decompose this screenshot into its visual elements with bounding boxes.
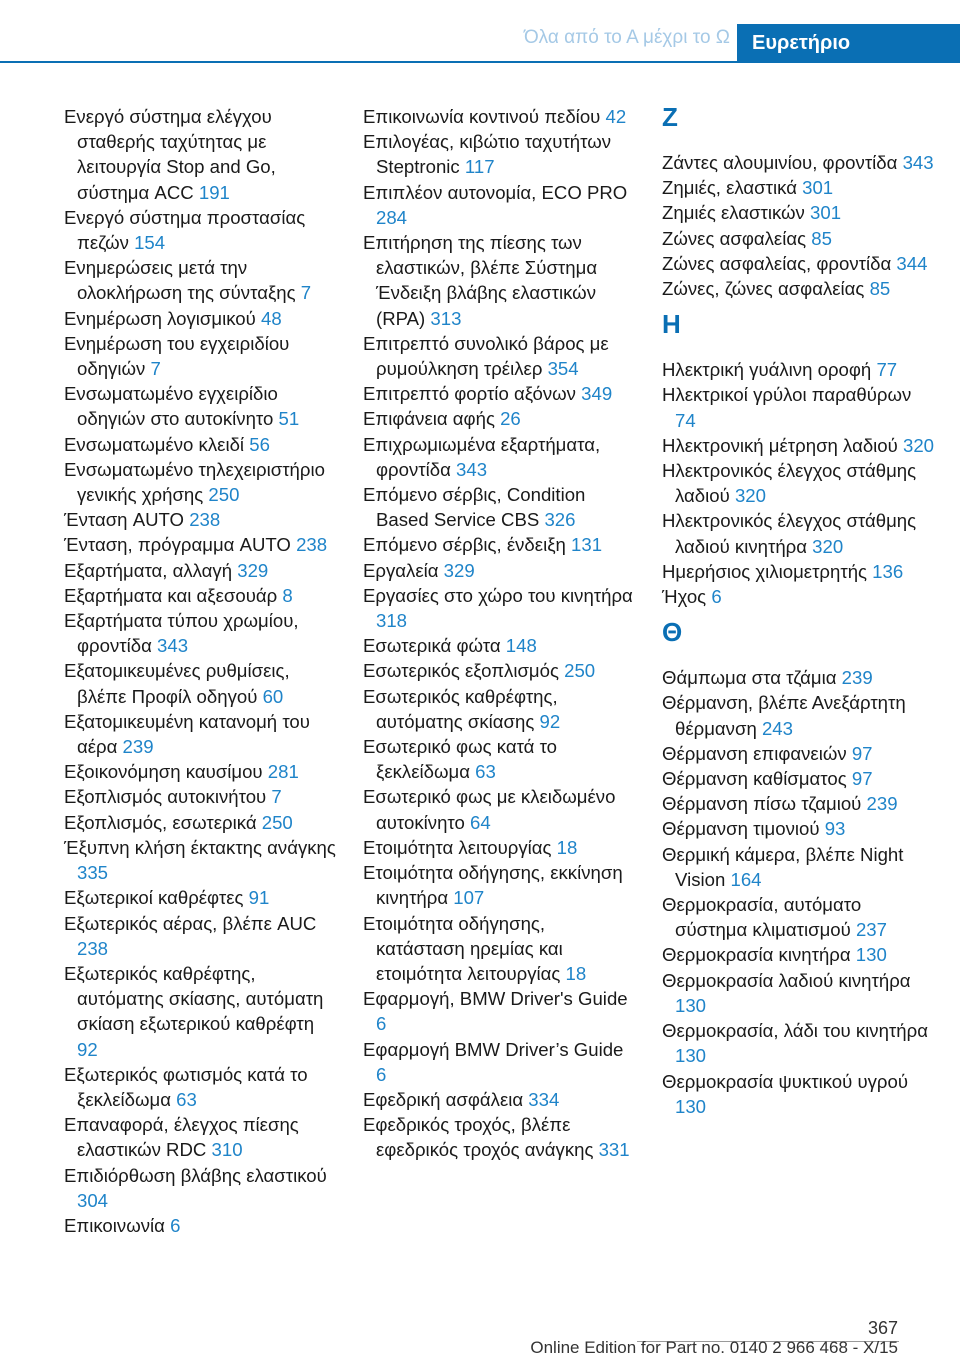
index-entry [662,433,937,458]
index-section-letter: H [662,309,681,340]
index-entry-term: Ένταση AUTO [64,509,185,531]
index-entry [363,684,638,734]
index-section-letter: Θ [662,617,683,648]
index-page-link[interactable]: 6 [376,1063,387,1085]
index-entry [662,968,937,1018]
index-page-link[interactable]: 238 [189,509,221,531]
index-entry-term: Ζώνες ασφαλείας, φροντίδα [662,252,892,274]
index-entry [662,1069,937,1119]
index-page-link[interactable]: 93 [824,818,846,840]
index-entry-term: Εξατομικευμένες ρυθμίσεις, βλέπε Προφίλ οδηγού [64,660,290,707]
index-page-link[interactable]: 107 [453,887,485,909]
index-page-link[interactable]: 239 [122,736,154,758]
index-entry [662,382,937,432]
index-entry [363,835,638,860]
index-entry [363,558,638,583]
index-entry [662,458,937,508]
index-page-link[interactable]: 281 [267,761,299,783]
index-page-link[interactable]: 343 [157,635,189,657]
index-entry [64,608,339,658]
index-entry-term: Θερμοκρασία λαδιού κινητήρα [662,969,911,991]
index-entry [662,1018,937,1068]
index-entry-term: Εξοικονόμηση καυσίμου [64,761,263,783]
index-page-link[interactable]: 97 [851,768,873,790]
index-entry [363,911,638,987]
index-entry-term: Επόμενο σέρβις, Condition Based Service CBS [363,484,586,531]
index-page-link[interactable]: 154 [134,232,166,254]
index-page-link[interactable]: 130 [855,944,887,966]
index-page-link[interactable]: 51 [278,408,300,430]
index-entry-term: Ημερήσιος χιλιομετρητής [662,560,867,582]
index-page-link[interactable]: 6 [711,586,722,608]
index-page-link[interactable]: 239 [841,667,873,689]
index-entry [64,885,339,910]
index-entry [662,226,937,251]
index-entry [64,1213,339,1238]
index-entry-term: Ηλεκτρικοί γρύλοι παραθύρων [662,384,912,406]
index-entry-term: Ζώνες, ζώνες ασφαλείας [662,278,865,300]
index-entry [363,482,638,532]
index-entry [363,104,638,129]
header-divider [0,61,960,63]
index-page-link[interactable]: 349 [581,383,613,405]
index-entry-term: Εργασίες στο χώρο του κινητήρα [363,584,633,606]
index-entry-term: Επιτήρηση της πίεσης των ελαστικών, βλέπε Σύστημα Ένδειξη βλάβης ελαστικών (RPA) [363,232,598,329]
index-entry [64,1062,339,1112]
index-page-link[interactable]: 318 [376,610,408,632]
index-page-link[interactable]: 148 [505,635,537,657]
index-entry-term: Ήχος [662,586,707,608]
index-page-link[interactable]: 238 [296,534,328,556]
index-page-link[interactable]: 63 [176,1088,197,1110]
index-page-link[interactable]: 250 [564,660,596,682]
index-page-link[interactable]: 329 [443,559,475,581]
index-entry-term: Ετοιμότητα λειτουργίας [363,836,552,858]
index-entry [363,734,638,784]
index-page-link[interactable]: 301 [802,177,834,199]
index-entry-term: Ενημερώσεις μετά την ολοκλήρωση της σύνταξης [64,257,296,304]
index-entry [662,559,937,584]
index-entry [64,961,339,1062]
index-entry-term: Εξωτερικοί καθρέφτες [64,887,244,909]
index-entry-term: Ετοιμότητα οδήγησης, κατάσταση ηρεμίας και ετοιμότητα λειτουργίας [363,912,563,984]
index-entry-term: Ζώνες ασφαλείας [662,227,807,249]
index-entry-term: Εσωτερικός εξοπλισμός [363,660,559,682]
index-page-link[interactable]: 164 [730,868,762,890]
index-entry [64,104,339,205]
index-entry-term: Επιτρεπτό φορτίο αξόνων [363,383,576,405]
index-entry-term: Θέρμανση τιμονιού [662,818,820,840]
index-entry-term: Ηλεκτρονικός έλεγχος στάθμης λαδιού [662,460,917,507]
index-page-link[interactable]: 131 [571,534,603,556]
index-entry [662,842,937,892]
index-entry [64,1112,339,1162]
index-entry-term: Θερμοκρασία, λάδι του κινητήρα [662,1020,928,1042]
index-entry [363,381,638,406]
index-entry-term: Εξοπλισμός αυτοκινήτου [64,786,267,808]
index-entry [662,276,937,301]
index-entry [64,583,339,608]
edition-note: Online Edition for Part no. 0140 2 966 468 - X/15 [530,1338,898,1357]
index-entry [363,1112,638,1162]
index-entry [64,558,339,583]
index-page-link[interactable]: 92 [539,710,561,732]
index-entry-term: Επιφάνεια αφής [363,408,495,430]
index-entry [662,584,937,609]
index-entry-term: Θέρμανση πίσω τζαμιού [662,793,862,815]
index-entry-term: Ενσωματωμένο εγχειρίδιο οδηγιών στο αυτοκίνητο [64,383,278,430]
index-entry [662,766,937,791]
index-page-link[interactable]: 7 [300,282,312,304]
index-column-3 [662,104,937,1119]
index-entry-term: Ενεργό σύστημα προστασίας πεζών [64,206,306,254]
index-entry [662,357,937,382]
index-entry [64,759,339,784]
index-entry [363,331,638,381]
index-entry [662,942,937,967]
index-entry-term: Εφαρμογή, BMW Driver's Guide [363,988,628,1010]
index-entry [363,230,638,331]
index-entry [662,251,937,276]
index-entry [363,532,638,557]
index-entry [363,432,638,482]
index-entry-term: Εσωτερικός καθρέφτης, αυτόματης σκίασης [363,685,558,732]
index-entry-term: Θέρμανση, βλέπε Ανεξάρτητη θέρμανση [662,692,906,739]
index-entry-term: Επιτρεπτό συνολικό βάρος με ρυμούλκηση τρέιλερ [363,332,609,380]
index-entry-term: Εσωτερικά φώτα [363,635,501,657]
index-entry [363,129,638,179]
index-page-link[interactable]: 326 [544,509,576,531]
index-entry [64,255,339,305]
index-page-link[interactable]: 117 [464,156,495,178]
index-page-link[interactable]: 6 [376,1013,387,1035]
index-page-link[interactable]: 354 [547,358,579,380]
index-entry [64,810,339,835]
index-entry-term: Εφεδρικός τροχός, βλέπε εφεδρικός τροχός ανάγκης [363,1114,594,1161]
index-entry-term: Ηλεκτρονική μέτρηση λαδιού [662,434,898,456]
index-entry-term: Έξυπνη κλήση έκτακτης ανάγκης [64,836,336,858]
index-page-link[interactable]: 243 [761,717,793,739]
index-entry-term: Ενσωματωμένο κλειδί [64,433,245,455]
index-column-1 [64,104,339,1238]
index-entry-term: Θάμπωμα στα τζάμια [662,667,837,689]
index-entry [363,1087,638,1112]
index-entry [363,658,638,683]
index-entry-term: Θερμική κάμερα, βλέπε Night Vision [662,843,904,890]
index-entry-term: Ζημιές ελαστικών [662,202,805,224]
index-entry [64,709,339,759]
index-entry [64,306,339,331]
index-entry [64,331,339,381]
index-page-link[interactable]: 18 [556,836,578,858]
index-page-link[interactable]: 304 [77,1189,109,1211]
index-entry [64,1163,339,1213]
index-page-link[interactable]: 191 [198,181,230,203]
index-entry [64,658,339,708]
index-entry-term: Επικοινωνία [64,1214,165,1236]
index-entry-term: Εφαρμογή BMW Driver’s Guide [363,1038,624,1060]
index-page-link[interactable]: 8 [282,584,293,606]
index-page-link[interactable]: 237 [855,919,887,941]
index-entry [662,175,937,200]
index-page-link[interactable]: 301 [810,202,842,224]
index-entry-term: Ένταση, πρόγραμμα AUTO [64,534,291,556]
index-entry [64,911,339,961]
index-entry-term: Εξωτερικός αέρας, βλέπε AUC [64,912,317,934]
index-page-link[interactable]: 48 [260,307,282,329]
index-page-link[interactable]: 334 [528,1088,560,1110]
index-entry-term: Εργαλεία [363,559,439,581]
index-page-link[interactable]: 310 [211,1139,243,1161]
index-entry [662,690,937,740]
index-entry-term: Θερμοκρασία κινητήρα [662,944,851,966]
index-entry [363,633,638,658]
index-entry-term: Εσωτερικό φως με κλειδωμένο αυτοκίνητο [363,786,616,833]
index-entry-term: Επόμενο σέρβις, ένδειξη [363,534,566,556]
index-entry-term: Ενημέρωση λογισμικού [64,307,256,329]
index-page-link[interactable]: 85 [869,278,891,300]
index-entry [64,381,339,431]
index-page-link[interactable]: 18 [565,962,587,984]
index-page-link[interactable]: 74 [675,409,696,431]
index-entry-term: Εξωτερικός φωτισμός κατά το ξεκλείδωμα [64,1063,308,1110]
index-entry-term: Επιπλέον αυτονομία, ECO PRO [363,181,628,203]
index-entry [64,507,339,532]
index-page-link[interactable]: 250 [208,484,240,506]
index-entry [363,583,638,633]
index-column-2 [363,104,638,1163]
index-entry [662,791,937,816]
index-entry-term: Θερμοκρασία ψυκτικού υγρού [662,1070,909,1092]
index-page-link[interactable]: 77 [876,359,898,381]
index-page-link[interactable]: 343 [456,458,488,480]
index-page-link[interactable]: 42 [605,106,627,127]
index-page-link[interactable]: 6 [170,1214,181,1236]
index-entry [363,406,638,431]
index-page-link[interactable]: 284 [376,206,408,228]
index-page-link[interactable]: 64 [470,811,491,833]
index-page-link[interactable]: 97 [851,742,873,764]
index-entry [64,835,339,885]
index-page-link[interactable]: 85 [811,227,832,249]
index-page-link[interactable]: 320 [734,485,766,507]
index-entry-term: Εφεδρική ασφάλεια [363,1088,524,1110]
index-entry [662,508,937,558]
index-entry-term: Ηλεκτρονικός έλεγχος στάθμης λαδιού κινητήρα [662,510,917,557]
index-entry [64,532,339,557]
index-entry [662,816,937,841]
index-entry-term: Εσωτερικό φως κατά το ξεκλείδωμα [363,736,557,783]
index-page-link[interactable]: 331 [598,1139,630,1161]
page-number: 367 [867,1318,898,1338]
index-entry [64,784,339,809]
index-entry [662,741,937,766]
index-entry-term: Ενσωματωμένο τηλεχειριστήριο γενικής χρήσης [64,458,325,506]
index-entry [662,665,937,690]
header-index-tab[interactable]: Ευρετήριο [737,24,960,62]
index-entry [662,150,937,175]
index-page-link[interactable]: 92 [77,1038,98,1060]
index-page-link[interactable]: 344 [896,252,928,274]
index-entry [363,784,638,834]
index-page-link[interactable]: 7 [150,358,161,380]
index-entry-term: Εξαρτήματα, αλλαγή [64,559,233,581]
index-entry-term: Επικοινωνία κοντινού πεδίου [363,106,601,127]
index-entry [363,1037,638,1087]
index-entry [662,200,937,225]
index-entry-term: Ζημιές, ελαστικά [662,177,797,199]
header-section-title: Όλα από το Α μέχρι το Ω [523,27,730,48]
index-entry-term: Θέρμανση καθίσματος [662,768,847,790]
index-entry-term: Εξαρτήματα και αξεσουάρ [64,584,278,606]
index-entry [64,205,339,255]
index-page-link[interactable]: 130 [675,1045,707,1067]
index-page-link[interactable]: 313 [430,307,462,329]
index-page-link[interactable]: 320 [902,434,935,456]
index-page-link[interactable]: 238 [77,937,109,959]
index-entry-term: Επιχρωμιωμένα εξαρτήματα, φροντίδα [363,433,601,480]
index-entry-term: Εξωτερικός καθρέφτης, αυτόματης σκίασης, αυτόματη σκίαση εξωτερικού καθρέφτη [64,962,324,1035]
index-entry-term: Εξοπλισμός, εσωτερικά [64,811,257,833]
index-entry [363,986,638,1036]
index-page-link[interactable]: 130 [675,994,707,1016]
index-entry-term: Θερμοκρασία, αυτόματο σύστημα κλιματισμού [662,894,862,941]
index-page-link[interactable]: 91 [248,887,270,909]
index-page-link[interactable]: 343 [902,152,934,173]
index-page-link[interactable]: 250 [261,811,293,833]
index-page-link[interactable]: 335 [77,862,109,884]
index-entry-term: Εξαρτήματα τύπου χρωμίου, φροντίδα [64,610,299,657]
index-entry-term: Ενημέρωση του εγχειριδίου οδηγιών [64,332,290,380]
index-entry-term: Επιλογέας, κιβώτιο ταχυτήτων Steptronic [363,131,612,178]
index-entry [64,432,339,457]
index-page-link[interactable]: 63 [475,761,496,783]
index-entry-term: Ζάντες αλουμινίου, φροντίδα [662,152,898,173]
index-page-link[interactable]: 239 [866,793,898,815]
index-entry-term: Θέρμανση επιφανειών [662,742,847,764]
index-entry-term: Εξατομικευμένη κατανομή του αέρα [64,710,310,758]
index-entry-term: Ετοιμότητα οδήγησης, εκκίνηση κινητήρα [363,862,623,909]
index-entry [363,180,638,230]
index-page-link[interactable]: 130 [675,1095,707,1117]
index-entry-term: Ηλεκτρική γυάλινη οροφή [662,359,872,381]
index-page-link[interactable]: 56 [249,433,270,455]
index-entry [662,892,937,942]
index-page-link[interactable]: 60 [262,685,284,707]
index-page-link[interactable]: 26 [500,408,521,430]
index-entry [64,457,339,507]
index-entry-term: Ενεργό σύστημα ελέγχου σταθερής ταχύτητας με λειτουργία Stop and Go, σύστημα ACC [64,106,276,203]
index-page-link[interactable]: 320 [812,535,844,557]
index-page-link[interactable]: 7 [271,786,282,808]
index-page-link[interactable]: 136 [872,560,904,582]
index-entry-term: Επιδιόρθωση βλάβης ελαστικού [64,1164,327,1186]
index-page-link[interactable]: 329 [237,559,269,581]
index-section-letter: Z [662,102,678,132]
index-entry-term: Επαναφορά, έλεγχος πίεσης ελαστικών RDC [64,1114,299,1161]
index-entry [363,860,638,910]
